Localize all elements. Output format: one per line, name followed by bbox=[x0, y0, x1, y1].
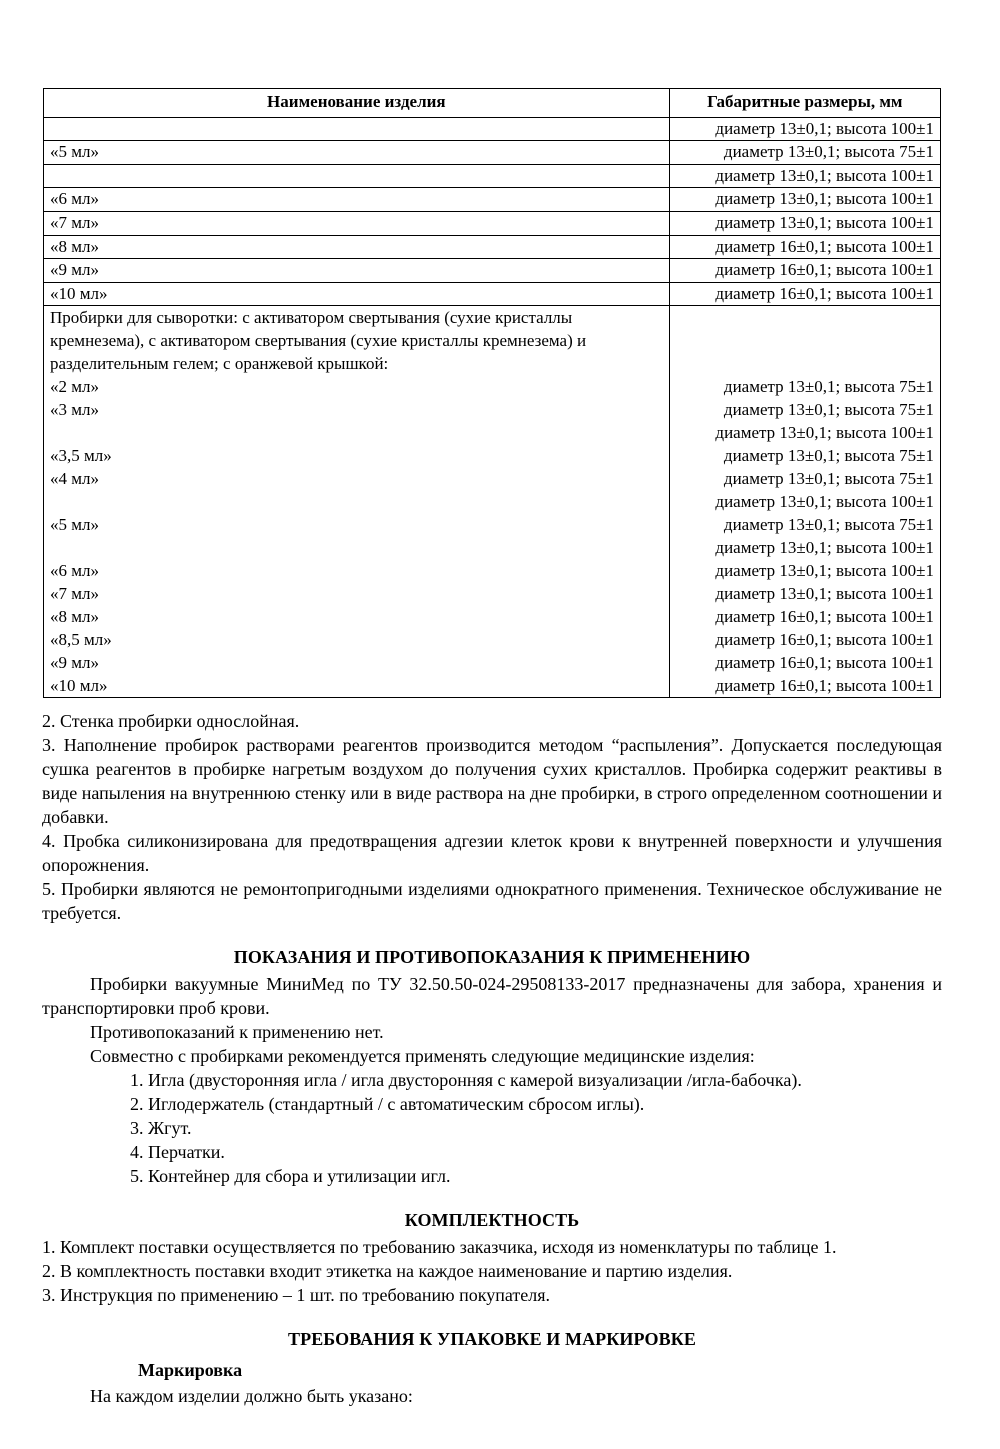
body-item-2: 2. Стенка пробирки однослойная. bbox=[42, 711, 300, 732]
group-dim: диаметр 13±0,1; высота 75±1 bbox=[723, 400, 934, 420]
table-row bbox=[44, 117, 941, 141]
group-dim-blank bbox=[676, 329, 934, 352]
group-dim: диаметр 13±0,1; высота 100±1 bbox=[715, 423, 934, 443]
completeness-paragraph-3: 3. Инструкция по применению – 1 шт. по требованию покупателя. bbox=[42, 1285, 550, 1306]
group-volume: «9 мл» bbox=[50, 653, 99, 673]
group-dim: диаметр 16±0,1; высота 100±1 bbox=[715, 653, 934, 673]
cell-product-name bbox=[44, 164, 670, 188]
group-dim: диаметр 13±0,1; высота 100±1 bbox=[715, 538, 934, 558]
indications-paragraph-2: Противопоказаний к применению нет. bbox=[90, 1022, 384, 1043]
heading-packaging: ТРЕБОВАНИЯ К УПАКОВКЕ И МАРКИРОВКЕ bbox=[288, 1328, 696, 1349]
heading-completeness: КОМПЛЕКТНОСТЬ bbox=[404, 1209, 580, 1230]
group-volume: «8 мл» bbox=[50, 607, 99, 627]
group-volume: «3,5 мл» bbox=[50, 446, 112, 466]
group-desc-line: разделительным гелем; с оранжевой крышкой: bbox=[50, 354, 389, 374]
completeness-paragraph-1: 1. Комплект поставки осуществляется по требованию заказчика, исходя из номенклатуры по таблице 1. bbox=[42, 1237, 837, 1258]
table-row bbox=[44, 259, 941, 283]
group-dim: диаметр 16±0,1; высота 100±1 bbox=[715, 676, 934, 696]
group-volume: «8,5 мл» bbox=[50, 630, 112, 650]
group-dim: диаметр 13±0,1; высота 75±1 bbox=[723, 446, 934, 466]
subheading-marking: Маркировка bbox=[138, 1360, 243, 1381]
packaging-paragraph-1: На каждом изделии должно быть указано: bbox=[90, 1385, 413, 1406]
list-item: 3. Жгут. bbox=[130, 1117, 192, 1138]
indications-paragraph-3: Совместно с пробирками рекомендуется применять следующие медицинские изделия: bbox=[90, 1046, 755, 1067]
cell-dimensions: диаметр 13±0,1; высота 75±1 bbox=[669, 141, 940, 165]
cell-product-name: «6 мл» bbox=[44, 188, 670, 212]
group-desc-line: Пробирки для сыворотки: с активатором свертывания (сухие кристаллы bbox=[50, 308, 573, 328]
cell-dimensions: диаметр 16±0,1; высота 100±1 bbox=[669, 282, 940, 306]
group-dim-blank bbox=[676, 352, 934, 375]
cell-product-name bbox=[44, 117, 670, 141]
group-dim: диаметр 13±0,1; высота 100±1 bbox=[715, 584, 934, 604]
list-item: 5. Контейнер для сбора и утилизации игл. bbox=[130, 1165, 451, 1186]
group-volume: «4 мл» bbox=[50, 469, 99, 489]
table-row bbox=[44, 212, 941, 236]
cell-dimensions: диаметр 16±0,1; высота 100±1 bbox=[669, 259, 940, 283]
body-item-4: 4. Пробка силиконизирована для предотвращения адгезии клеток крови к внутренней поверхности и улучшения опорожнения. bbox=[42, 831, 942, 876]
header-product-name: Наименование изделия bbox=[44, 89, 670, 118]
table-row bbox=[44, 164, 941, 188]
specification-table bbox=[43, 88, 941, 698]
group-volume-blank bbox=[50, 536, 663, 559]
indications-paragraph-1: Пробирки вакуумные МиниМед по ТУ 32.50.50-024-29508133-2017 предназначены для забора, хранения и транспортировки проб крови. bbox=[42, 974, 942, 1019]
group-volume: «3 мл» bbox=[50, 400, 99, 420]
group-volume: «10 мл» bbox=[50, 676, 108, 696]
body-item-3: 3. Наполнение пробирок растворами реагентов производится методом “распыления”. Допускается последующая сушка реагентов в пробирке нагретым воздухом до получения сухих кристаллов. Пробирка содержит реактивы в виде напыления на внутреннюю стенку или в виде раствора на дне пробирки, в строго определенном соотношении и добавки. bbox=[42, 735, 942, 828]
group-dim-blank bbox=[676, 306, 934, 329]
group-volume: «2 мл» bbox=[50, 377, 99, 397]
table-header-row bbox=[44, 89, 941, 118]
cell-group-description bbox=[44, 306, 670, 698]
list-item: 1. Игла (двусторонняя игла / игла двусторонняя с камерой визуализации /игла-бабочка). bbox=[130, 1070, 802, 1091]
table-row bbox=[44, 141, 941, 165]
cell-product-name: «7 мл» bbox=[44, 212, 670, 236]
group-dim: диаметр 13±0,1; высота 75±1 bbox=[723, 377, 934, 397]
list-item: 2. Иглодержатель (стандартный / с автоматическим сбросом иглы). bbox=[130, 1094, 645, 1114]
table-group-row bbox=[44, 306, 941, 698]
group-dim: диаметр 13±0,1; высота 75±1 bbox=[723, 469, 934, 489]
cell-product-name: «10 мл» bbox=[44, 282, 670, 306]
completeness-paragraph-2: 2. В комплектность поставки входит этикетка на каждое наименование и партию изделия. bbox=[42, 1261, 733, 1282]
group-dim: диаметр 13±0,1; высота 75±1 bbox=[723, 515, 934, 535]
cell-dimensions: диаметр 13±0,1; высота 100±1 bbox=[669, 212, 940, 236]
cell-dimensions: диаметр 13±0,1; высота 100±1 bbox=[669, 188, 940, 212]
cell-dimensions: диаметр 16±0,1; высота 100±1 bbox=[669, 235, 940, 259]
group-volume: «5 мл» bbox=[50, 515, 99, 535]
body-item-5: 5. Пробирки являются не ремонтопригодными изделиями однократного применения. Техническое обслуживание не требуется. bbox=[42, 879, 942, 923]
group-dim: диаметр 13±0,1; высота 100±1 bbox=[715, 492, 934, 512]
cell-dimensions: диаметр 13±0,1; высота 100±1 bbox=[669, 117, 940, 141]
group-dim: диаметр 16±0,1; высота 100±1 bbox=[715, 630, 934, 650]
table-row bbox=[44, 235, 941, 259]
table-row bbox=[44, 282, 941, 306]
group-volume-blank bbox=[50, 421, 663, 444]
group-volume: «6 мл» bbox=[50, 561, 99, 581]
group-dim: диаметр 13±0,1; высота 100±1 bbox=[715, 561, 934, 581]
group-dim: диаметр 16±0,1; высота 100±1 bbox=[715, 607, 934, 627]
list-item: 4. Перчатки. bbox=[130, 1141, 225, 1162]
table-row bbox=[44, 188, 941, 212]
cell-dimensions: диаметр 13±0,1; высота 100±1 bbox=[669, 164, 940, 188]
cell-product-name: «9 мл» bbox=[44, 259, 670, 283]
cell-product-name: «8 мл» bbox=[44, 235, 670, 259]
cell-product-name: «5 мл» bbox=[44, 141, 670, 165]
header-dimensions: Габаритные размеры, мм bbox=[669, 89, 940, 118]
cell-group-dimensions bbox=[669, 306, 940, 698]
group-desc-line: кремнезема), с активатором свертывания (сухие кристаллы кремнезема) и bbox=[50, 331, 587, 351]
group-volume-blank bbox=[50, 490, 663, 513]
group-volume: «7 мл» bbox=[50, 584, 99, 604]
heading-indications: ПОКАЗАНИЯ И ПРОТИВОПОКАЗАНИЯ К ПРИМЕНЕНИЮ bbox=[233, 946, 751, 967]
